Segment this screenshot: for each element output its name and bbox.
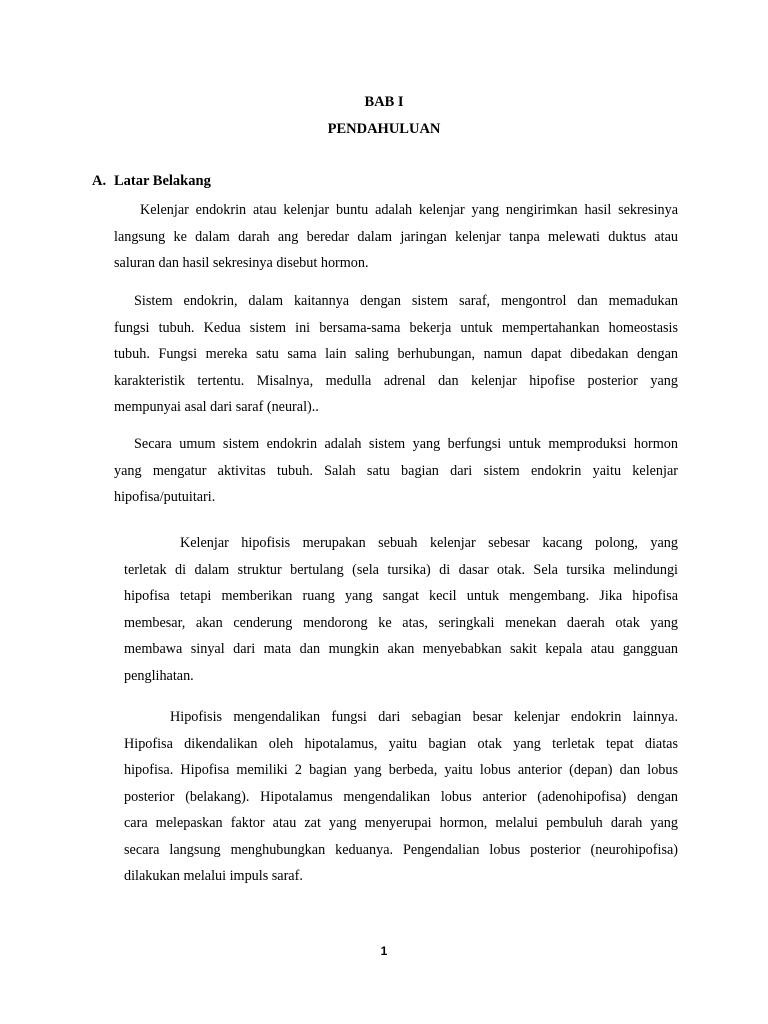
chapter-title: PENDAHULUAN	[327, 121, 441, 137]
paragraph-line: penglihatan.	[124, 667, 194, 684]
chapter-number: BAB I	[364, 94, 404, 110]
paragraph-line: terletak di dalam struktur bertulang (sela tursika) di dasar otak. Sela tursika melindungi	[124, 561, 678, 578]
section-number: A.	[92, 173, 107, 189]
paragraph-line: cara melepaskan faktor atau zat yang menyerupai hormon, melalui pembuluh darah yang	[124, 815, 678, 831]
paragraph-2	[114, 288, 678, 421]
section-heading	[92, 173, 211, 190]
paragraph-line: secara langsung menghubungkan keduanya. Pengendalian lobus posterior (neurohipofisa)	[124, 841, 678, 858]
paragraph-line: hipofisa. Hipofisa memiliki 2 bagian yang berbeda, yaitu lobus anterior (depan) dan lobus	[124, 762, 678, 778]
paragraph-line: yang mengatur aktivitas tubuh. Salah satu bagian dari sistem endokrin yaitu kelenjar	[114, 462, 678, 479]
paragraph-5	[124, 704, 678, 890]
paragraph-line: membesar, akan cenderung mendorong ke atas, seringkali menekan daerah otak yang	[124, 614, 678, 631]
paragraph-line: membawa sinyal dari mata dan mungkin akan menyebabkan sakit kepala atau gangguan	[124, 641, 678, 657]
paragraph-line: Hipofisis mengendalikan fungsi dari sebagian besar kelenjar endokrin lainnya.	[170, 709, 678, 725]
paragraph-line: Secara umum sistem endokrin adalah sistem yang berfungsi untuk memproduksi hormon	[134, 436, 678, 452]
paragraph-line: tubuh. Fungsi mereka satu sama lain saling berhubungan, namun dapat dibedakan dengan	[114, 346, 678, 362]
paragraph-line: karakteristik tertentu. Misalnya, medulla adrenal dan kelenjar hipofise posterior yang	[114, 372, 678, 389]
paragraph-line: Kelenjar endokrin atau kelenjar buntu adalah kelenjar yang nengirimkan hasil sekresinya	[140, 202, 678, 218]
paragraph-line: hipofisa/putuitari.	[114, 489, 216, 505]
paragraph-line: fungsi tubuh. Kedua sistem ini bersama-sama bekerja untuk mempertahankan homeostasis	[114, 319, 678, 336]
paragraph-line: langsung ke dalam darah ang beredar dalam jaringan kelenjar tanpa melewati duktus atau	[114, 228, 678, 245]
paragraph-1	[114, 197, 678, 277]
page-number: 1	[380, 944, 388, 958]
paragraph-line: hipofisa tetapi memberikan ruang yang sangat kecil untuk mengembang. Jika hipofisa	[124, 588, 678, 604]
paragraph-line: Kelenjar hipofisis merupakan sebuah kelenjar sebesar kacang polong, yang	[180, 535, 678, 551]
paragraph-4	[124, 530, 678, 689]
paragraph-line: posterior (belakang). Hipotalamus mengendalikan lobus anterior (adenohipofisa) dengan	[124, 788, 678, 805]
paragraph-line: Hipofisa dikendalikan oleh hipotalamus, yaitu bagian otak yang terletak tepat diatas	[124, 735, 678, 752]
paragraph-line: saluran dan hasil sekresinya disebut hormon.	[114, 255, 369, 271]
paragraph-line: Sistem endokrin, dalam kaitannya dengan sistem saraf, mengontrol dan memadukan	[134, 293, 678, 309]
paragraph-3	[114, 431, 678, 511]
paragraph-line: dilakukan melalui impuls saraf.	[124, 868, 303, 884]
section-title: Latar Belakang	[114, 173, 211, 189]
paragraph-line: mempunyai asal dari saraf (neural)..	[114, 399, 319, 415]
